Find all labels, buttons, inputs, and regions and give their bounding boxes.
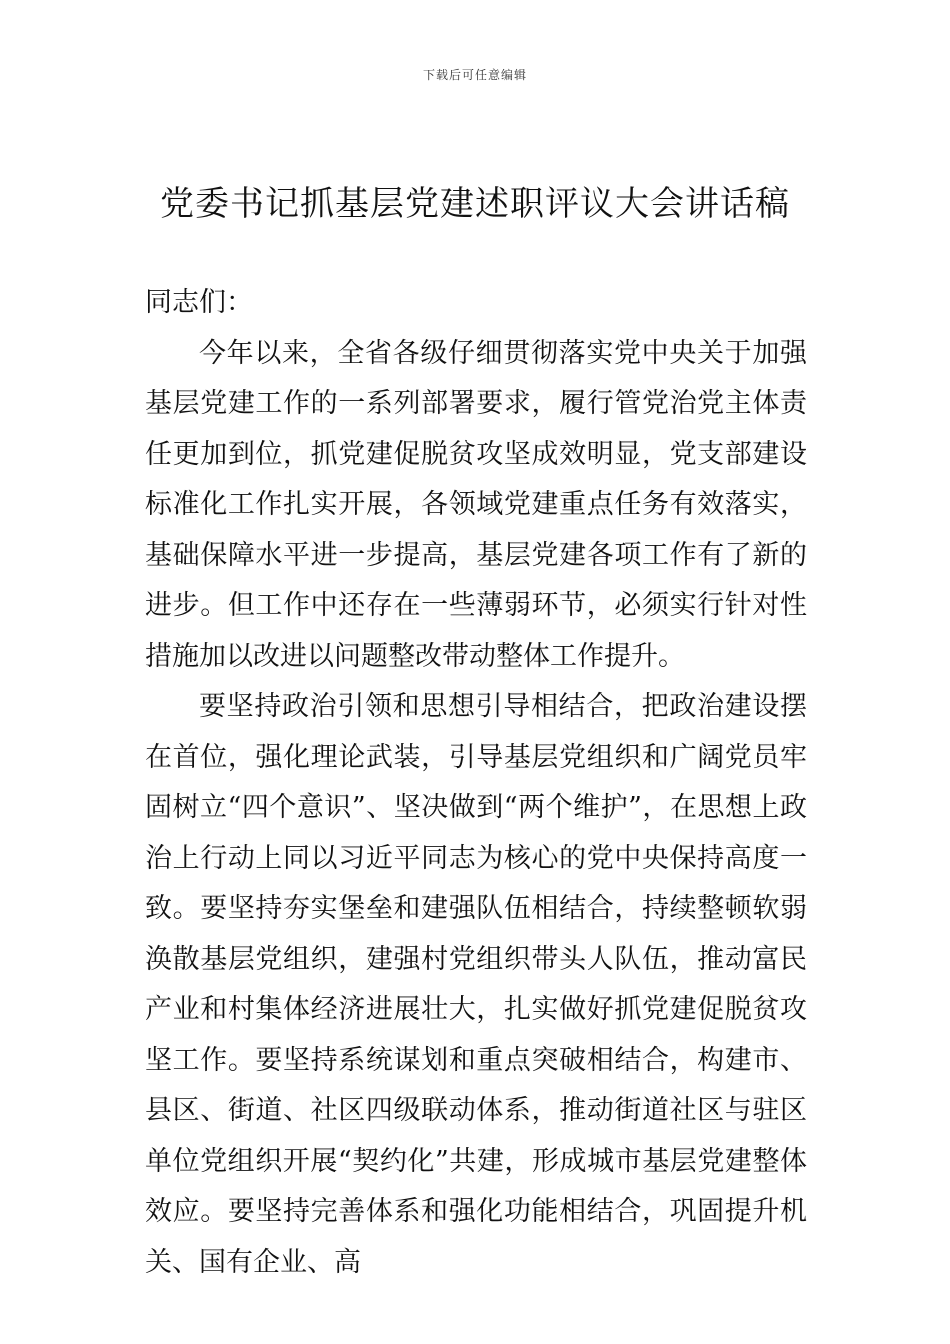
paragraph-1: 今年以来，全省各级仔细贯彻落实党中央关于加强基层党建工作的一系列部署要求，履行管党治党主体责任更加到位，抓党建促脱贫攻坚成效明显，党支部建设标准化工作扎实开展，各领域党建重点任务有效落实，基础保障水平进一步提高，基层党建各项工作有了新的进步。但工作中还存在一些薄弱环节，必须实行针对性措施加以改进以问题整改带动整体工作提升。 (145, 337, 807, 672)
document-body (145, 278, 807, 1288)
paragraph-2: 要坚持政治引领和思想引导相结合，把政治建设摆在首位，强化理论武装，引导基层党组织和广阔党员牢固树立“四个意识”、坚决做到“两个维护”，在思想上政治上行动上同以习近平同志为核心的党中央保持高度一致。要坚持夯实堡垒和建强队伍相结合，持续整顿软弱涣散基层党组织，建强村党组织带头人队伍，推动富民产业和村集体经济进展壮大，扎实做好抓党建促脱贫攻坚工作。要坚持系统谋划和重点突破相结合，构建市、县区、街道、社区四级联动体系，推动街道社区与驻区单位党组织开展“契约化”共建，形成城市基层党建整体效应。要坚持完善体系和强化功能相结合，巩固提升机关、国有企业、高 (145, 691, 807, 1278)
salutation: 同志们： (145, 287, 253, 318)
document-title: 党委书记抓基层党建述职评议大会讲话稿 (160, 184, 790, 224)
header-note: 下载后可任意编辑 (422, 68, 527, 82)
